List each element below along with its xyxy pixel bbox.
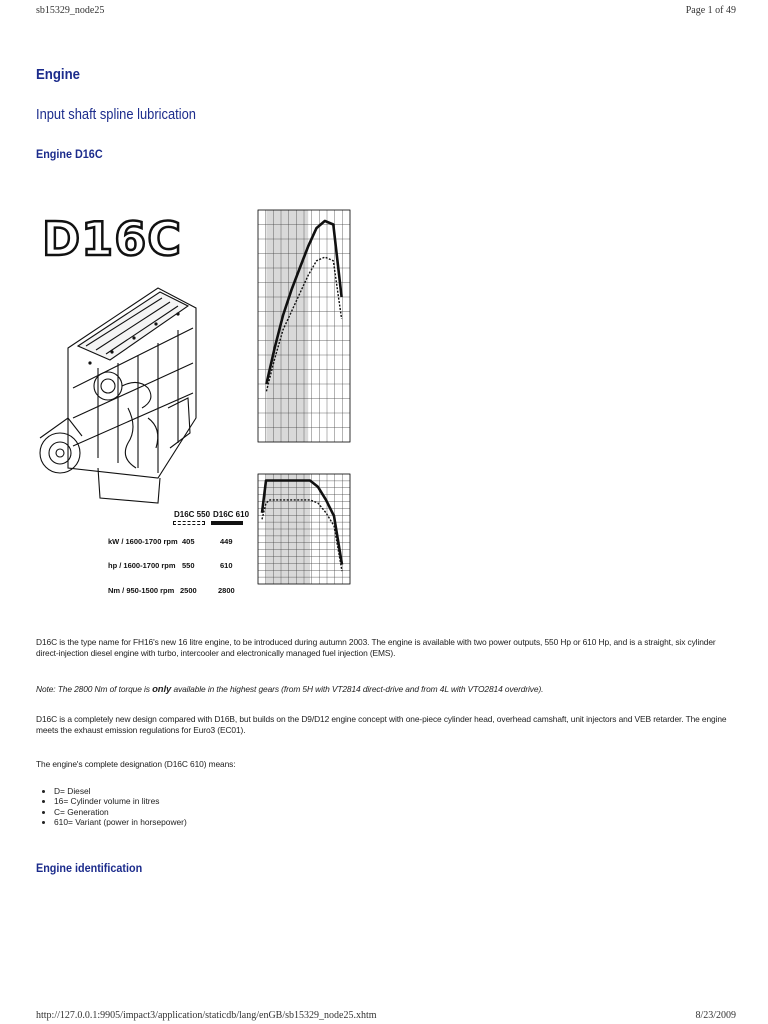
document-id: sb15329_node25 [36,5,105,16]
power-chart [250,188,362,452]
section-heading-engine-d16c: Engine D16C [36,147,103,161]
paragraph-intro: D16C is the type name for FH16's new 16 litre engine, to be introduced during autumn 2003. The engine is available with two power outputs, 550 Hp or 610 Hp, and is a straight, six cylinder direct-injection diesel engine with turbo, intercooler and electronically managed fuel injection (EMS). [36,637,716,658]
page-title: Engine [36,66,81,83]
spec-column-header: D16C 610 [213,510,250,519]
note-torque: Note: The 2800 Nm of torque is only available in the highest gears (from 5H with VT2814 direct-drive and from 4L with VTO2814 overdrive). [36,684,544,695]
spec-column-header: D16C 550 [174,510,211,519]
list-item: • 610= Variant (power in horsepower) [54,817,187,827]
list-item: • 16= Cylinder volume in litres [54,796,187,806]
spec-row-label: kW / 1600-1700 rpm [108,537,178,546]
engine-logo: D16C [42,212,182,266]
spec-value: 449 [220,537,233,546]
spec-row-label: hp / 1600-1700 rpm [108,561,176,570]
spec-value: 2500 [180,586,197,595]
paragraph-designation: The engine's complete designation (D16C 610) means: [36,759,236,769]
engine-drawing [38,268,198,508]
torque-chart [250,450,362,600]
spec-row-label: Nm / 950-1500 rpm [108,586,175,595]
spec-value: 2800 [218,586,235,595]
paragraph-design: D16C is a completely new design compared with D16B, but builds on the D9/D12 engine concept with one-piece cylinder head, overhead camshaft, unit injectors and VEB retarder. The engine meets the exhaust emission regulations for Euro3 (EC01). [36,714,727,735]
designation-list [36,786,187,828]
section-heading-engine-identification: Engine identification [36,861,143,875]
spec-value: 550 [182,561,195,570]
page-indicator: Page 1 of 49 [685,5,736,16]
spec-value: 610 [220,561,233,570]
legend-dashed-swatch [173,521,205,525]
spec-value: 405 [182,537,195,546]
page-subtitle: Input shaft spline lubrication [36,106,196,123]
note-emphasis: only [152,684,172,695]
page-url[interactable]: http://127.0.0.1:9905/impact3/application/staticdb/lang/enGB/sb15329_node25.xhtm [36,1010,377,1021]
list-item: • D= Diesel [54,786,187,796]
legend-solid-swatch [211,521,243,525]
list-item: • C= Generation [54,807,187,817]
print-date: 8/23/2009 [695,1010,736,1021]
